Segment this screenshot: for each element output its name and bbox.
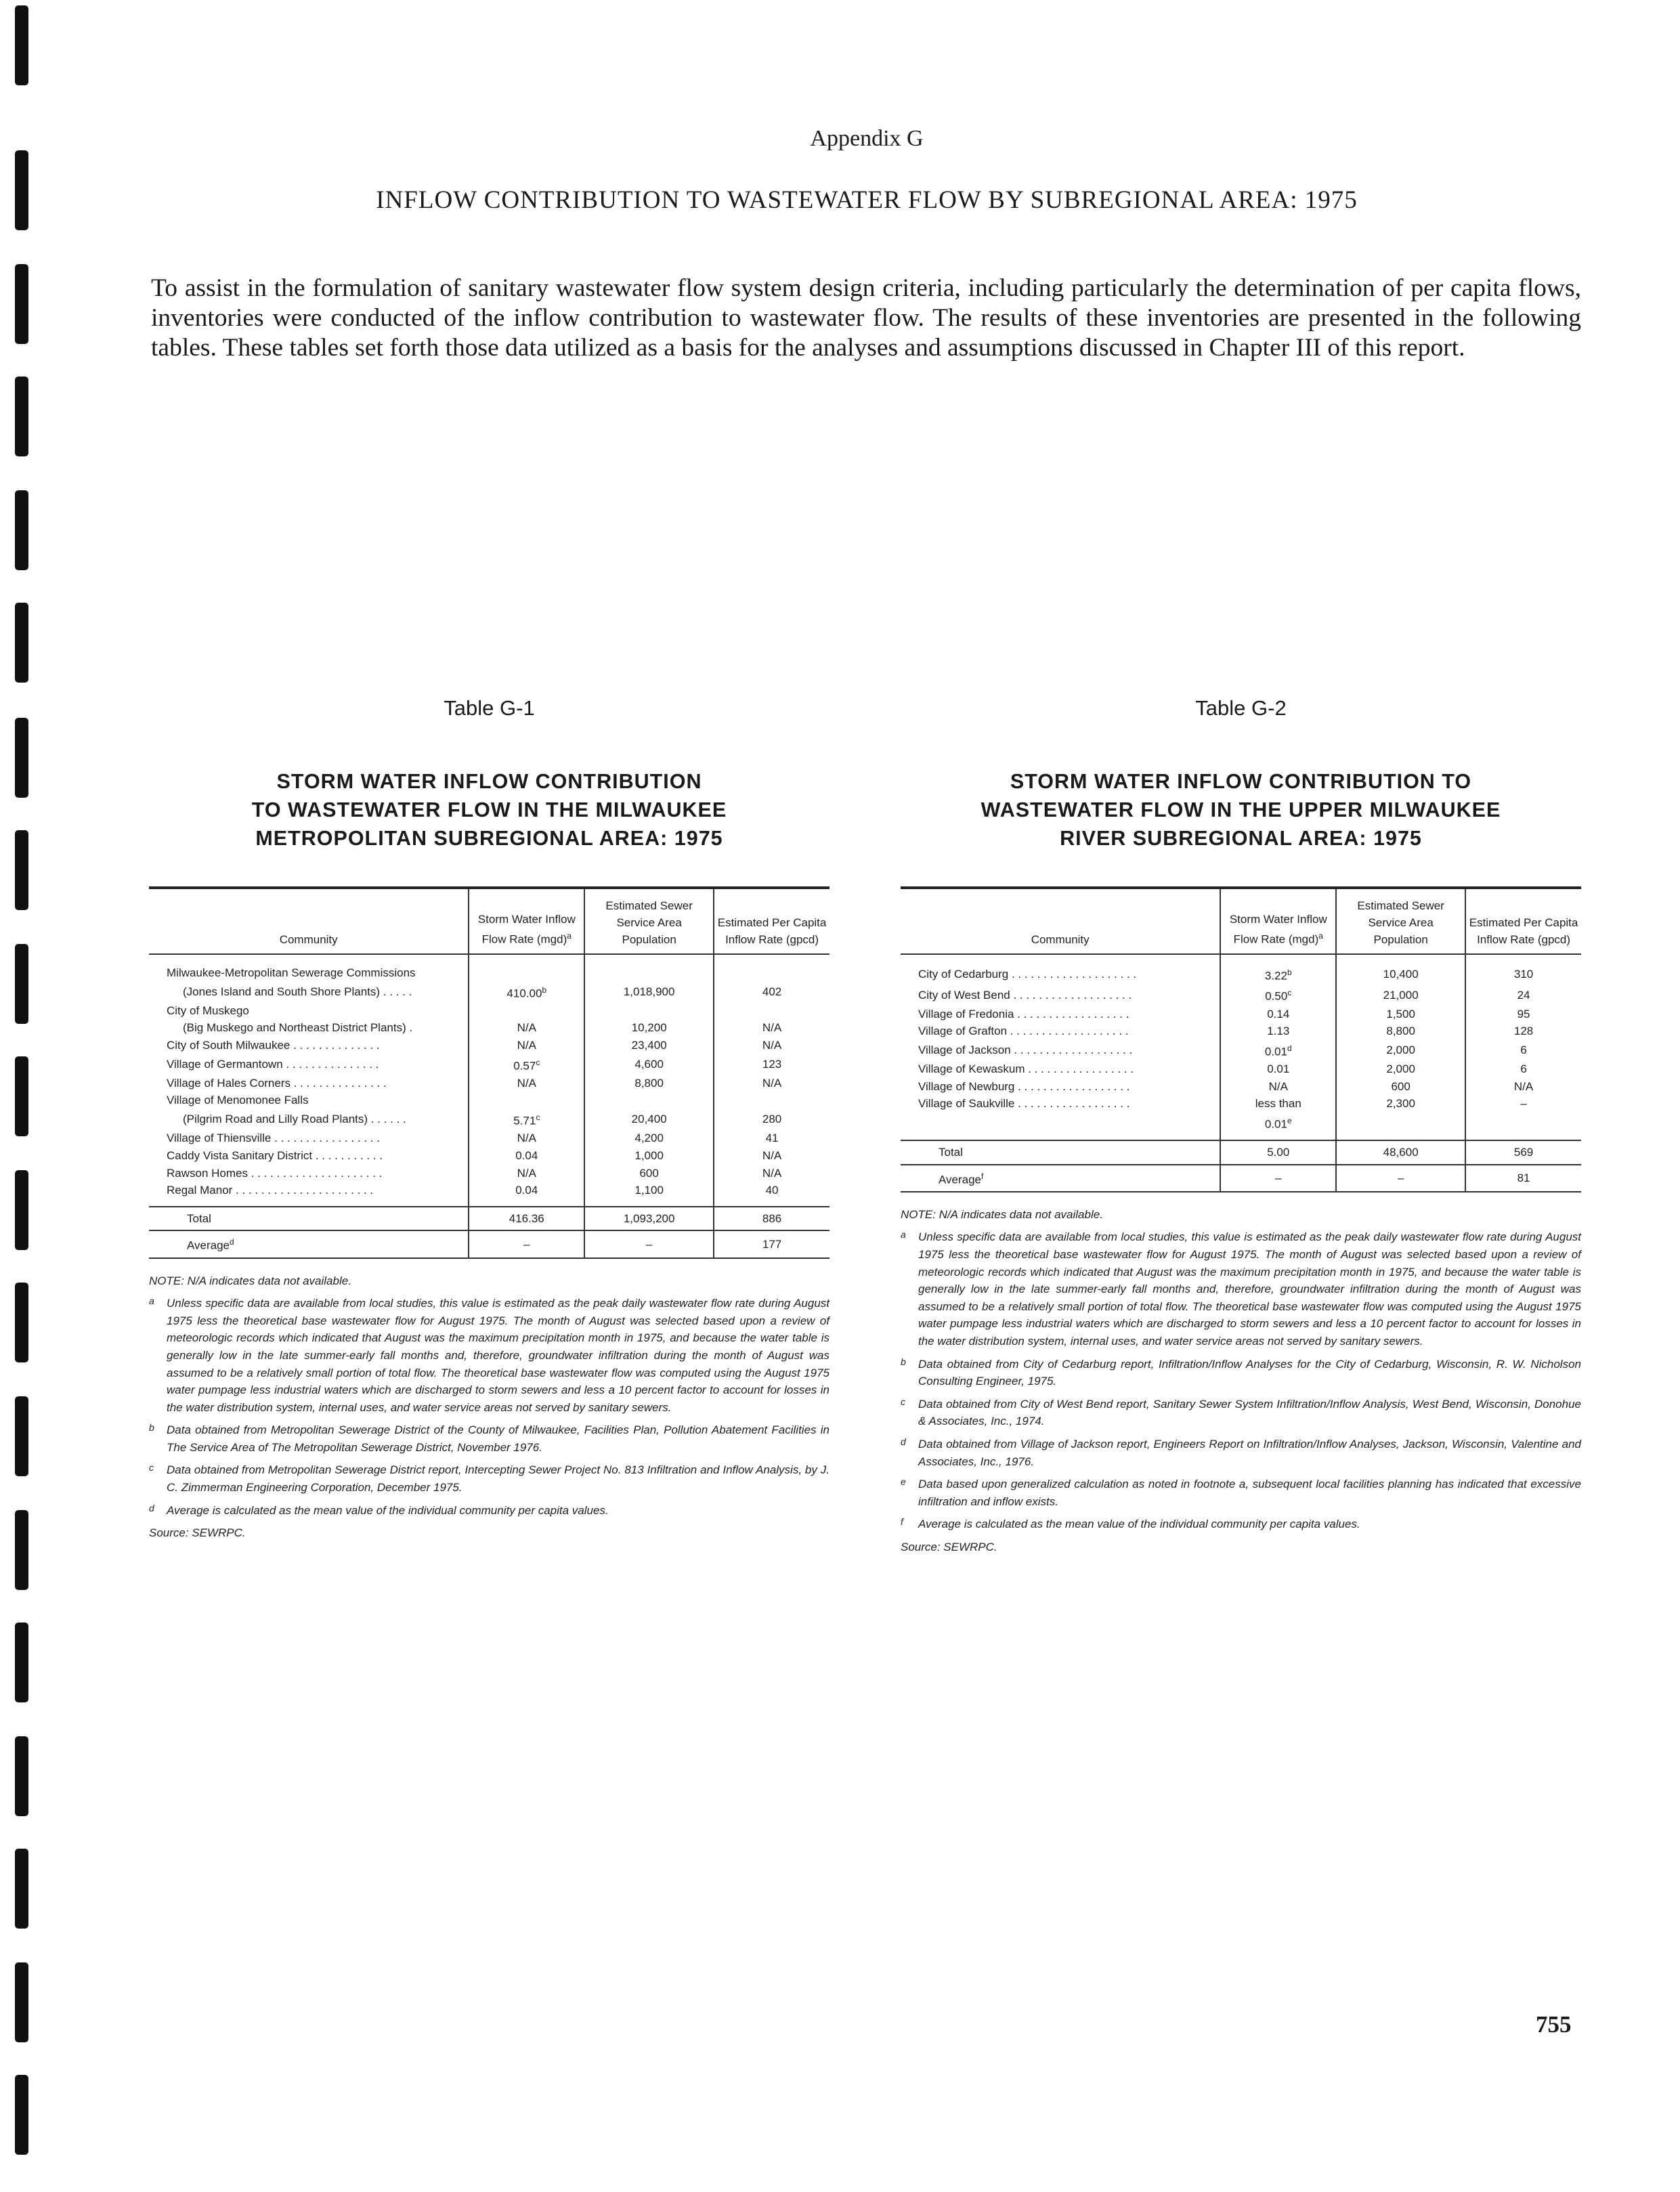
- community-cell: Village of Hales Corners . . . . . . . . . . . . . . .: [167, 1076, 387, 1090]
- per-capita-cell: 95: [1465, 1006, 1581, 1023]
- table-row: [149, 982, 830, 1002]
- population-cell: 1,093,200: [584, 1207, 714, 1231]
- appendix-label: Appendix G: [810, 126, 924, 151]
- footnote-mark: d: [149, 1502, 154, 1513]
- per-capita-cell: [714, 1002, 830, 1020]
- binding-hole: [15, 490, 28, 570]
- table-note: NOTE: N/A indicates data not available.: [901, 1207, 1103, 1221]
- flow-rate-cell: less than: [1220, 1095, 1336, 1113]
- flow-rate-cell: 0.01$^d$: [1220, 1040, 1336, 1060]
- population-cell: 21,000: [1336, 985, 1465, 1005]
- population-cell: 4,200: [584, 1130, 714, 1147]
- population-cell: 23,400: [584, 1037, 714, 1054]
- table-source: Source: SEWRPC.: [149, 1526, 246, 1540]
- population-cell: 20,400: [584, 1109, 714, 1130]
- footnote-text: Average is calculated as the mean value of the individual community per capita values.: [918, 1518, 1360, 1531]
- binding-hole: [15, 1396, 28, 1476]
- per-capita-cell: 128: [1465, 1023, 1581, 1040]
- community-cell: Village of Thiensville . . . . . . . . . . . . . . . . .: [167, 1132, 380, 1145]
- flow-rate-cell: N/A: [469, 1075, 584, 1092]
- flow-rate-cell: 5.71$^c$: [469, 1109, 584, 1130]
- per-capita-cell: 123: [714, 1054, 830, 1075]
- community-cell: Village of Grafton . . . . . . . . . . . . . . . . . . .: [918, 1025, 1129, 1038]
- binding-hole: [15, 603, 28, 683]
- header-community: Community: [901, 888, 1220, 954]
- footnote: [901, 1476, 1581, 1510]
- community-cell: Village of Kewaskum . . . . . . . . . . . . . . . . .: [918, 1062, 1134, 1075]
- header-per-capita: Estimated Per Capita Inflow Rate (gpcd): [1465, 888, 1581, 954]
- binding-hole: [15, 1736, 28, 1816]
- population-cell: 2,300: [1336, 1095, 1465, 1113]
- table-source: Source: SEWRPC.: [901, 1540, 997, 1553]
- table-g2-panel: [901, 692, 1581, 1556]
- binding-hole: [15, 944, 28, 1024]
- population-cell: 600: [1336, 1078, 1465, 1096]
- footnote-text: Data obtained from Metropolitan Sewerage District of the County of Milwaukee, Facilities Plan, Pollution Abatement Facilities in The Service Area of The Metropolitan Sewerage District, November 1976.: [167, 1423, 830, 1454]
- community-cell: Regal Manor . . . . . . . . . . . . . . . . . . . . . .: [167, 1184, 374, 1197]
- population-cell: [584, 1002, 714, 1020]
- per-capita-cell: 402: [714, 982, 830, 1002]
- population-cell: [584, 954, 714, 982]
- table-note: NOTE: N/A indicates data not available.: [149, 1274, 351, 1287]
- table-header-row: [901, 888, 1581, 954]
- per-capita-cell: 280: [714, 1109, 830, 1130]
- footnote-text: Data obtained from City of West Bend report, Sanitary Sewer System Infiltration/Inflow Analysis, West Bend, Wisconsin, Donohue & Associates, Inc., 1974.: [918, 1397, 1581, 1428]
- table-row: [149, 954, 830, 982]
- footnote-mark: a: [149, 1295, 154, 1307]
- population-cell: [584, 1092, 714, 1109]
- row-label-cell: Average$^d$: [149, 1230, 469, 1258]
- data-table: [901, 886, 1581, 1192]
- per-capita-cell: 6: [1465, 1060, 1581, 1078]
- footnote: [149, 1461, 830, 1496]
- table-notes: [901, 1206, 1581, 1556]
- table-row: [901, 1023, 1581, 1040]
- population-cell: 2,000: [1336, 1060, 1465, 1078]
- community-cell: City of Muskego: [167, 1004, 249, 1017]
- per-capita-cell: 886: [714, 1207, 830, 1231]
- table-row: [901, 1113, 1581, 1140]
- table-row: [901, 1006, 1581, 1023]
- footnote: [901, 1516, 1581, 1533]
- row-label-cell: Average$^f$: [901, 1165, 1220, 1192]
- per-capita-cell: 41: [714, 1130, 830, 1147]
- data-table: [149, 886, 830, 1259]
- footnote-mark: a: [901, 1229, 906, 1241]
- binding-hole: [15, 1170, 28, 1250]
- row-label-cell: Total: [149, 1207, 469, 1231]
- table-row: [149, 1182, 830, 1207]
- flow-rate-cell: N/A: [1220, 1078, 1336, 1096]
- total-row: [149, 1207, 830, 1231]
- community-cell: (Pilgrim Road and Lilly Road Plants) . . . . . .: [183, 1113, 406, 1126]
- table-row: [149, 1147, 830, 1165]
- binding-hole: [15, 377, 28, 456]
- intro-paragraph: To assist in the formulation of sanitary wastewater flow system design criteria, including particularly the determination of per capita flows, inventories were conducted of the inflow contribution to wastewater flow. The results of these inventories are presented in the following tables. These tables set forth those data utilized as a basis for the analyses and assumptions discussed in Chapter III of this report.: [151, 274, 1581, 362]
- community-cell: City of South Milwaukee . . . . . . . . . . . . . .: [167, 1039, 380, 1052]
- flow-rate-cell: N/A: [469, 1165, 584, 1182]
- footnote: [901, 1228, 1581, 1350]
- footnote-mark: d: [901, 1436, 906, 1447]
- binding-hole: [15, 1622, 28, 1702]
- per-capita-cell: N/A: [1465, 1078, 1581, 1096]
- per-capita-cell: N/A: [714, 1019, 830, 1037]
- table-notes: [149, 1272, 830, 1542]
- community-cell: Milwaukee-Metropolitan Sewerage Commissions: [167, 966, 416, 979]
- binding-hole: [15, 1283, 28, 1362]
- flow-rate-cell: 0.04: [469, 1147, 584, 1165]
- community-cell: Caddy Vista Sanitary District . . . . . . . . . . .: [167, 1148, 383, 1162]
- community-cell: Village of Fredonia . . . . . . . . . . . . . . . . . .: [918, 1007, 1129, 1020]
- header-flow-rate: Storm Water Inflow Flow Rate (mgd)$^a$: [1220, 888, 1336, 954]
- flow-rate-cell: [469, 1002, 584, 1020]
- flow-rate-cell: 0.14: [1220, 1006, 1336, 1023]
- binding-holes: [15, 0, 35, 2192]
- flow-rate-cell: –: [469, 1230, 584, 1258]
- table-title-line: TO WASTEWATER FLOW IN THE MILWAUKEE: [251, 798, 727, 821]
- table-row: [149, 1075, 830, 1092]
- table-title-line: STORM WATER INFLOW CONTRIBUTION TO: [1010, 770, 1472, 793]
- footnote: [149, 1421, 830, 1456]
- footnote: [149, 1502, 830, 1520]
- community-cell: City of Cedarburg . . . . . . . . . . . . . . . . . . . .: [918, 968, 1137, 981]
- population-cell: 8,800: [584, 1075, 714, 1092]
- population-cell: [1336, 1113, 1465, 1140]
- population-cell: –: [1336, 1165, 1465, 1192]
- header-per-capita: Estimated Per Capita Inflow Rate (gpcd): [714, 888, 830, 954]
- average-row: [901, 1165, 1581, 1192]
- binding-hole: [15, 5, 28, 85]
- flow-rate-cell: 5.00: [1220, 1140, 1336, 1165]
- community-cell: Rawson Homes . . . . . . . . . . . . . . . . . . . . .: [167, 1166, 383, 1180]
- per-capita-cell: N/A: [714, 1075, 830, 1092]
- binding-hole: [15, 1510, 28, 1590]
- table-row: [901, 1078, 1581, 1096]
- table-title-line: STORM WATER INFLOW CONTRIBUTION: [276, 770, 702, 793]
- per-capita-cell: 6: [1465, 1040, 1581, 1060]
- table-body: [901, 954, 1581, 1140]
- table-title: [149, 767, 830, 853]
- appendix-title: INFLOW CONTRIBUTION TO WASTEWATER FLOW BY SUBREGIONAL AREA: 1975: [376, 186, 1358, 214]
- table-row: [901, 1040, 1581, 1060]
- population-cell: 2,000: [1336, 1040, 1465, 1060]
- table-row: [901, 985, 1581, 1005]
- population-cell: 1,018,900: [584, 982, 714, 1002]
- footnote-text: Data obtained from Village of Jackson report, Engineers Report on Infiltration/Inflow Analyses, Jackson, Wisconsin, Valentine and Associates, Inc., 1976.: [918, 1437, 1581, 1468]
- flow-rate-cell: 3.22$^b$: [1220, 954, 1336, 985]
- flow-rate-cell: 416.36: [469, 1207, 584, 1231]
- flow-rate-cell: –: [1220, 1165, 1336, 1192]
- table-title: [901, 767, 1581, 853]
- population-cell: 4,600: [584, 1054, 714, 1075]
- flow-rate-cell: N/A: [469, 1019, 584, 1037]
- table-title-line: RIVER SUBREGIONAL AREA: 1975: [1060, 827, 1422, 850]
- binding-hole: [15, 1849, 28, 1929]
- community-cell: Village of Germantown . . . . . . . . . . . . . . .: [167, 1057, 379, 1071]
- community-cell: Village of Newburg . . . . . . . . . . . . . . . . . .: [918, 1079, 1130, 1093]
- header-population: Estimated Sewer Service Area Population: [584, 888, 714, 954]
- per-capita-cell: [1465, 1113, 1581, 1140]
- flow-rate-cell: 1.13: [1220, 1023, 1336, 1040]
- footnote: [901, 1356, 1581, 1390]
- population-cell: 8,800: [1336, 1023, 1465, 1040]
- page-number: 755: [1536, 2011, 1572, 2038]
- footnote-text: Unless specific data are available from local studies, this value is estimated as the peak daily wastewater flow rate during August 1975 less the theoretical base wastewater flow for August 1975. The month of August was selected based upon a review of meteorologic records which indicated that August was the maximum precipitation month in 1975, and because the water table is generally low in the late summer-early fall months and, therefore, groundwater infiltration during the month of August was assumed to be a relatively small portion of total flow. The theoretical base wastewater flow was computed using the August 1975 water pumpage less industrial waters which are discharged to storm sewers and less a 10 percent factor to account for losses in the water distribution system, internal uses, and water service areas not served by sanitary sewers.: [167, 1297, 830, 1414]
- flow-rate-cell: [469, 1092, 584, 1109]
- flow-rate-cell: 0.01: [1220, 1060, 1336, 1078]
- population-cell: 10,400: [1336, 954, 1465, 985]
- per-capita-cell: [714, 1092, 830, 1109]
- footnote: [901, 1436, 1581, 1470]
- per-capita-cell: [714, 954, 830, 982]
- table-row: [901, 1095, 1581, 1113]
- table-body: [149, 954, 830, 1207]
- population-cell: 10,200: [584, 1019, 714, 1037]
- per-capita-cell: 177: [714, 1230, 830, 1258]
- footnote-text: Data based upon generalized calculation as noted in footnote a, subsequent local facilities planning has indicated that excessive infiltration and inflow exists.: [918, 1478, 1581, 1508]
- flow-rate-cell: [469, 954, 584, 982]
- footnote-text: Data obtained from City of Cedarburg report, Infiltration/Inflow Analyses for the City of Cedarburg, Wisconsin, R. W. Nicholson Consulting Engineer, 1975.: [918, 1357, 1581, 1388]
- table-row: [149, 1130, 830, 1147]
- community-cell: Village of Saukville . . . . . . . . . . . . . . . . . .: [918, 1097, 1130, 1111]
- header-community: Community: [149, 888, 469, 954]
- footnote-mark: c: [149, 1462, 154, 1474]
- per-capita-cell: N/A: [714, 1037, 830, 1054]
- table-row: [149, 1054, 830, 1075]
- community-cell: (Big Muskego and Northeast District Plants) .: [183, 1021, 413, 1035]
- population-cell: 1,500: [1336, 1006, 1465, 1023]
- footnote-text: Data obtained from Metropolitan Sewerage District report, Intercepting Sewer Project No. 813 Infiltration and Inflow Analysis, by J. C. Zimmerman Engineering Corporation, December 1975.: [167, 1463, 830, 1495]
- population-cell: 1,100: [584, 1182, 714, 1207]
- binding-hole: [15, 830, 28, 910]
- population-cell: 48,600: [1336, 1140, 1465, 1165]
- community-cell: City of West Bend . . . . . . . . . . . . . . . . . . .: [918, 988, 1132, 1002]
- flow-rate-cell: 0.57$^c$: [469, 1054, 584, 1075]
- row-label-cell: Total: [901, 1140, 1220, 1165]
- table-title-line: WASTEWATER FLOW IN THE UPPER MILWAUKEE: [981, 798, 1501, 821]
- total-row: [901, 1140, 1581, 1165]
- footnote-mark: e: [901, 1476, 906, 1488]
- table-number: Table G-1: [444, 696, 535, 720]
- table-row: [149, 1109, 830, 1130]
- community-cell: (Jones Island and South Shore Plants) . . . . .: [183, 985, 412, 998]
- per-capita-cell: 40: [714, 1182, 830, 1207]
- population-cell: –: [584, 1230, 714, 1258]
- per-capita-cell: N/A: [714, 1147, 830, 1165]
- table-header-row: [149, 888, 830, 954]
- binding-hole: [15, 264, 28, 344]
- per-capita-cell: N/A: [714, 1165, 830, 1182]
- table-row: [901, 954, 1581, 985]
- footnote: [901, 1396, 1581, 1430]
- community-cell: [901, 1113, 1220, 1140]
- per-capita-cell: –: [1465, 1095, 1581, 1113]
- binding-hole: [15, 2075, 28, 2155]
- binding-hole: [15, 1056, 28, 1136]
- flow-rate-cell: 410.00$^b$: [469, 982, 584, 1002]
- header-population: Estimated Sewer Service Area Population: [1336, 888, 1465, 954]
- average-row: [149, 1230, 830, 1258]
- footnote: [149, 1295, 830, 1416]
- footnote-text: Unless specific data are available from local studies, this value is estimated as the peak daily wastewater flow rate during August 1975 less the theoretical base wastewater flow for August 1975. The month of August was selected based upon a review of meteorologic records which indicated that August was the maximum precipitation month in 1975, and because the water table is generally low in the late summer-early fall months and, therefore, groundwater infiltration during the month of August was assumed to be a relatively small portion of total flow. The theoretical base wastewater flow was computed using the August 1975 water pumpage less industrial waters which are discharged to storm sewers and less a 10 percent factor to account for losses in the water distribution system, internal uses, and water service areas not served by sanitary sewers.: [918, 1230, 1581, 1348]
- flow-rate-cell: 0.50$^c$: [1220, 985, 1336, 1005]
- table-title-line: METROPOLITAN SUBREGIONAL AREA: 1975: [255, 827, 723, 850]
- per-capita-cell: 24: [1465, 985, 1581, 1005]
- table-row: [149, 1037, 830, 1054]
- header-flow-rate: Storm Water Inflow Flow Rate (mgd)$^a$: [469, 888, 584, 954]
- per-capita-cell: 310: [1465, 954, 1581, 985]
- footnote-mark: b: [149, 1422, 154, 1434]
- flow-rate-cell: 0.04: [469, 1182, 584, 1207]
- table-row: [901, 1060, 1581, 1078]
- binding-hole: [15, 1962, 28, 2042]
- binding-hole: [15, 718, 28, 798]
- flow-rate-cell: N/A: [469, 1130, 584, 1147]
- per-capita-cell: 81: [1465, 1165, 1581, 1192]
- community-cell: Village of Jackson . . . . . . . . . . . . . . . . . . .: [918, 1044, 1133, 1057]
- table-footer: [901, 1140, 1581, 1192]
- per-capita-cell: 569: [1465, 1140, 1581, 1165]
- flow-rate-cell: 0.01e: [1220, 1113, 1336, 1140]
- table-row: [149, 1002, 830, 1020]
- population-cell: 1,000: [584, 1147, 714, 1165]
- footnote-mark: b: [901, 1356, 906, 1367]
- population-cell: 600: [584, 1165, 714, 1182]
- table-row: [149, 1092, 830, 1109]
- flow-rate-cell: N/A: [469, 1037, 584, 1054]
- table-footer: [149, 1207, 830, 1258]
- footnote-text: Average is calculated as the mean value of the individual community per capita values.: [167, 1503, 609, 1517]
- footnote-mark: c: [901, 1396, 905, 1407]
- table-row: [149, 1019, 830, 1037]
- community-cell: Village of Menomonee Falls: [167, 1094, 309, 1107]
- table-g1-panel: [149, 692, 830, 1542]
- table-number: Table G-2: [1195, 696, 1287, 720]
- table-row: [149, 1165, 830, 1182]
- footnote-mark: f: [901, 1516, 903, 1528]
